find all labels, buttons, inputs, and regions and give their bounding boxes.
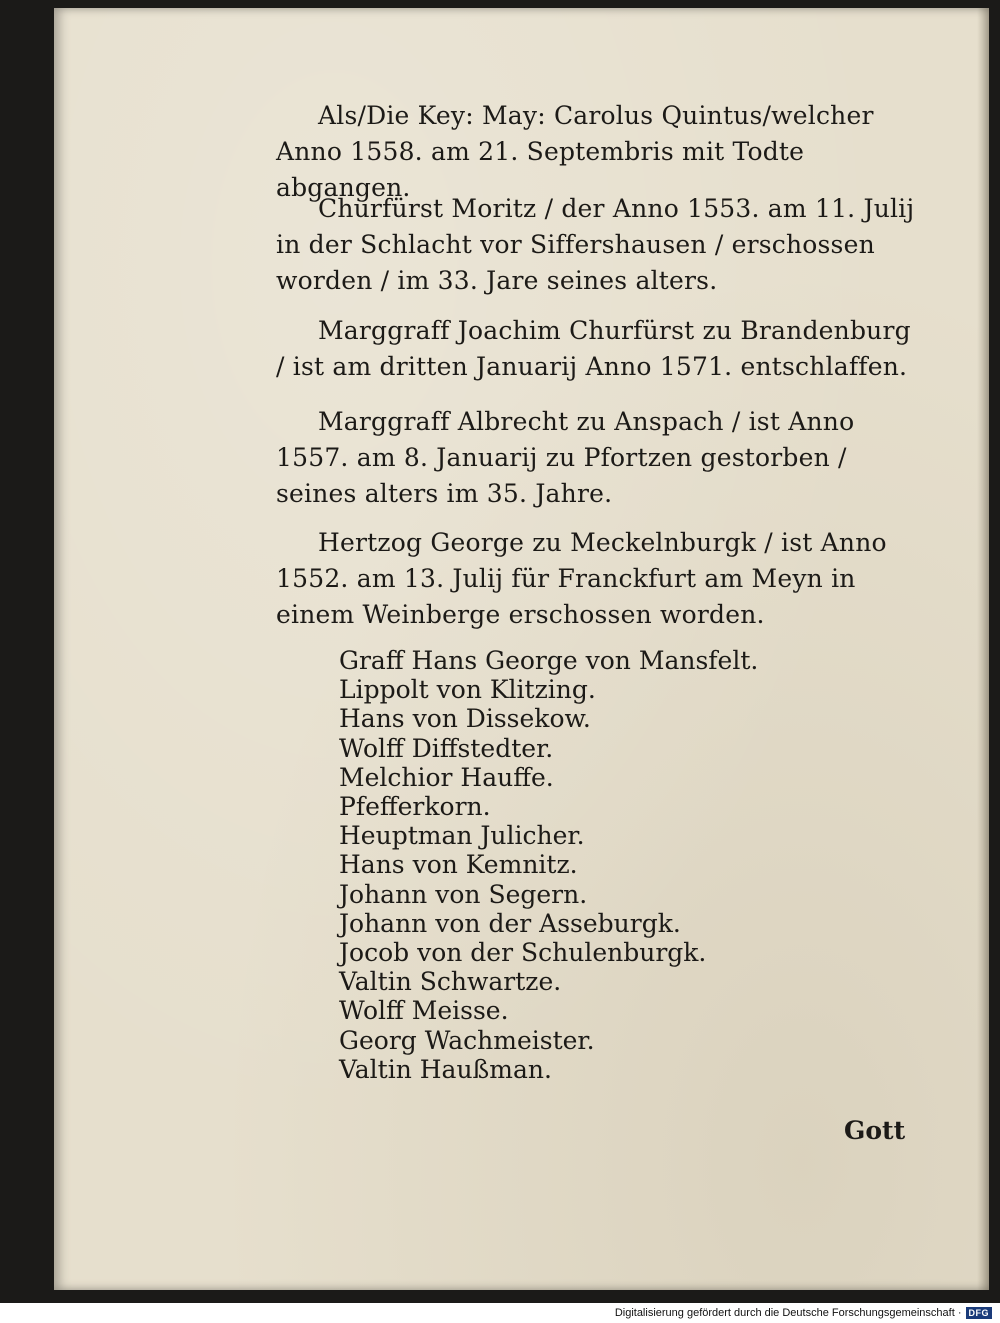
names-list <box>339 646 758 1084</box>
catchword: Gott <box>844 1116 906 1145</box>
list-item: Jocob von der Schulenburgk. <box>339 938 707 968</box>
list-item: Johann von Segern. <box>339 879 588 909</box>
list-item: Melchior Hauffe. <box>339 762 554 792</box>
paragraph-5 <box>276 525 924 633</box>
book-page <box>54 8 989 1290</box>
paragraph-5-text: Hertzog George zu Meckelnburgk / ist Anno 1552. am 13. Julij für Franckfurt am Meyn in einem Weinberge erschossen worden. <box>276 528 887 629</box>
paragraph-3 <box>276 313 924 385</box>
paragraph-1-text: Als/Die Key: May: Carolus Quintus/welcher Anno 1558. am 21. Septembris mit Todte abgangen. <box>276 101 874 202</box>
footer-credit-text: Digitalisierung gefördert durch die Deutsche Forschungsgemeinschaft · <box>614 1307 962 1319</box>
paragraph-2-text: Churfürst Moritz / der Anno 1553. am 11. Julij in der Schlacht vor Siffershausen / erschossen worden / im 33. Jare seines alters. <box>276 194 915 295</box>
paragraph-1 <box>276 98 924 206</box>
paragraph-4 <box>276 404 924 512</box>
list-item: Graff Hans George von Mansfelt. <box>339 646 759 675</box>
list-item: Valtin Haußman. <box>339 1054 552 1084</box>
digitization-footer <box>615 1307 992 1319</box>
list-item: Pfefferkorn. <box>339 792 491 822</box>
list-item: Heuptman Julicher. <box>339 821 585 851</box>
list-item: Hans von Dissekow. <box>339 704 591 734</box>
list-item: Johann von der Asseburgk. <box>339 908 681 938</box>
paragraph-2 <box>276 191 924 299</box>
dfg-logo-icon: DFG <box>966 1307 993 1319</box>
list-item: Hans von Kemnitz. <box>339 850 578 880</box>
list-item: Wolff Meisse. <box>339 996 509 1026</box>
list-item: Valtin Schwartze. <box>339 967 562 997</box>
list-item: Lippolt von Klitzing. <box>339 675 596 705</box>
paragraph-3-text: Marggraff Joachim Churfürst zu Brandenburg / ist am dritten Januarij Anno 1571. entschlaffen. <box>276 316 911 381</box>
paragraph-4-text: Marggraff Albrecht zu Anspach / ist Anno 1557. am 8. Januarij zu Pfortzen gestorben / seines alters im 35. Jahre. <box>276 407 855 508</box>
list-item: Georg Wachmeister. <box>339 1025 595 1055</box>
list-item: Wolff Diffstedter. <box>339 733 554 763</box>
page-edge-shadow <box>977 8 989 1290</box>
